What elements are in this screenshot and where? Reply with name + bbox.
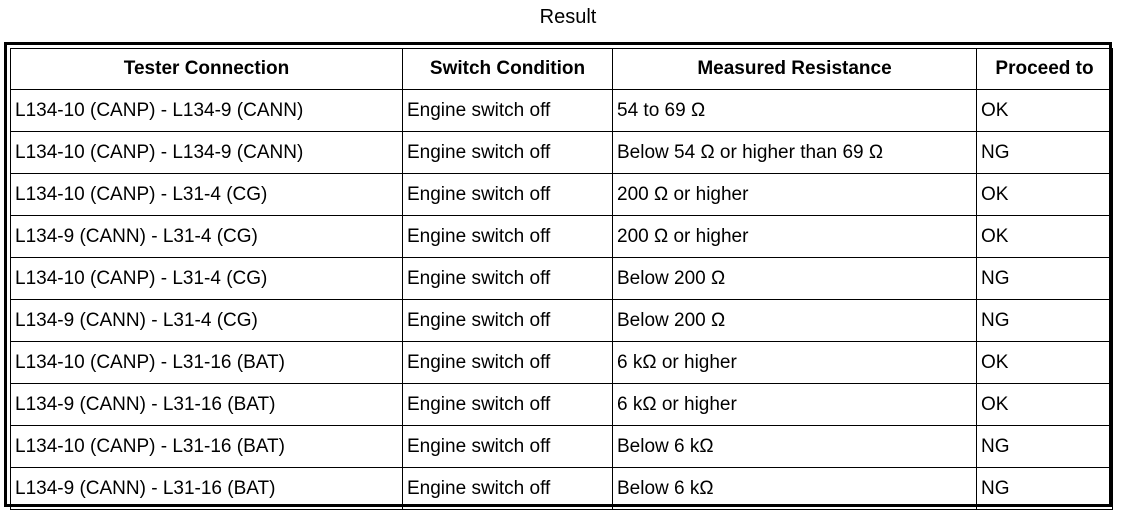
header-proceed-to: Proceed to <box>977 49 1113 90</box>
measured-resistance-cell: 54 to 69 Ω <box>613 90 977 132</box>
proceed-to-cell: NG <box>977 132 1113 174</box>
table-title: Result <box>539 6 597 28</box>
tester-connection-cell: L134-9 (CANN) - L31-4 (CG) <box>11 216 403 258</box>
measured-resistance-cell: 200 Ω or higher <box>613 174 977 216</box>
proceed-to-cell: NG <box>977 300 1113 342</box>
switch-condition-cell: Engine switch off <box>403 342 613 384</box>
proceed-to-cell: NG <box>977 468 1113 510</box>
proceed-to-cell: NG <box>977 426 1113 468</box>
tester-connection-cell: L134-10 (CANP) - L134-9 (CANN) <box>11 90 403 132</box>
tester-connection-cell: L134-10 (CANP) - L31-16 (BAT) <box>11 426 403 468</box>
proceed-to-cell: OK <box>977 90 1113 132</box>
tester-connection-cell: L134-9 (CANN) - L31-16 (BAT) <box>11 384 403 426</box>
table-row <box>11 300 1113 342</box>
tester-connection-cell: L134-9 (CANN) - L31-16 (BAT) <box>11 468 403 510</box>
switch-condition-cell: Engine switch off <box>403 90 613 132</box>
tester-connection-cell: L134-9 (CANN) - L31-4 (CG) <box>11 300 403 342</box>
proceed-to-cell: OK <box>977 384 1113 426</box>
table-row <box>11 90 1113 132</box>
tester-connection-cell: L134-10 (CANP) - L134-9 (CANN) <box>11 132 403 174</box>
switch-condition-cell: Engine switch off <box>403 300 613 342</box>
proceed-to-cell: OK <box>977 174 1113 216</box>
table-row <box>11 468 1113 510</box>
measured-resistance-cell: Below 200 Ω <box>613 258 977 300</box>
tester-connection-cell: L134-10 (CANP) - L31-4 (CG) <box>11 174 403 216</box>
switch-condition-cell: Engine switch off <box>403 426 613 468</box>
switch-condition-cell: Engine switch off <box>403 216 613 258</box>
header-tester-connection: Tester Connection <box>11 49 403 90</box>
measured-resistance-cell: Below 54 Ω or higher than 69 Ω <box>613 132 977 174</box>
switch-condition-cell: Engine switch off <box>403 468 613 510</box>
header-row <box>11 49 1113 90</box>
measured-resistance-cell: 6 kΩ or higher <box>613 342 977 384</box>
table-row <box>11 132 1113 174</box>
table-row <box>11 426 1113 468</box>
header-measured-resistance: Measured Resistance <box>613 49 977 90</box>
switch-condition-cell: Engine switch off <box>403 132 613 174</box>
switch-condition-cell: Engine switch off <box>403 258 613 300</box>
switch-condition-cell: Engine switch off <box>403 174 613 216</box>
header-switch-condition: Switch Condition <box>403 49 613 90</box>
measured-resistance-cell: Below 200 Ω <box>613 300 977 342</box>
proceed-to-cell: OK <box>977 216 1113 258</box>
table-row <box>11 174 1113 216</box>
table-row <box>11 342 1113 384</box>
proceed-to-cell: NG <box>977 258 1113 300</box>
switch-condition-cell: Engine switch off <box>403 384 613 426</box>
measured-resistance-cell: 200 Ω or higher <box>613 216 977 258</box>
measured-resistance-cell: Below 6 kΩ <box>613 468 977 510</box>
measured-resistance-cell: Below 6 kΩ <box>613 426 977 468</box>
result-table <box>10 48 1113 510</box>
result-table-frame <box>4 42 1112 507</box>
table-row <box>11 258 1113 300</box>
proceed-to-cell: OK <box>977 342 1113 384</box>
table-row <box>11 216 1113 258</box>
tester-connection-cell: L134-10 (CANP) - L31-16 (BAT) <box>11 342 403 384</box>
measured-resistance-cell: 6 kΩ or higher <box>613 384 977 426</box>
tester-connection-cell: L134-10 (CANP) - L31-4 (CG) <box>11 258 403 300</box>
table-row <box>11 384 1113 426</box>
